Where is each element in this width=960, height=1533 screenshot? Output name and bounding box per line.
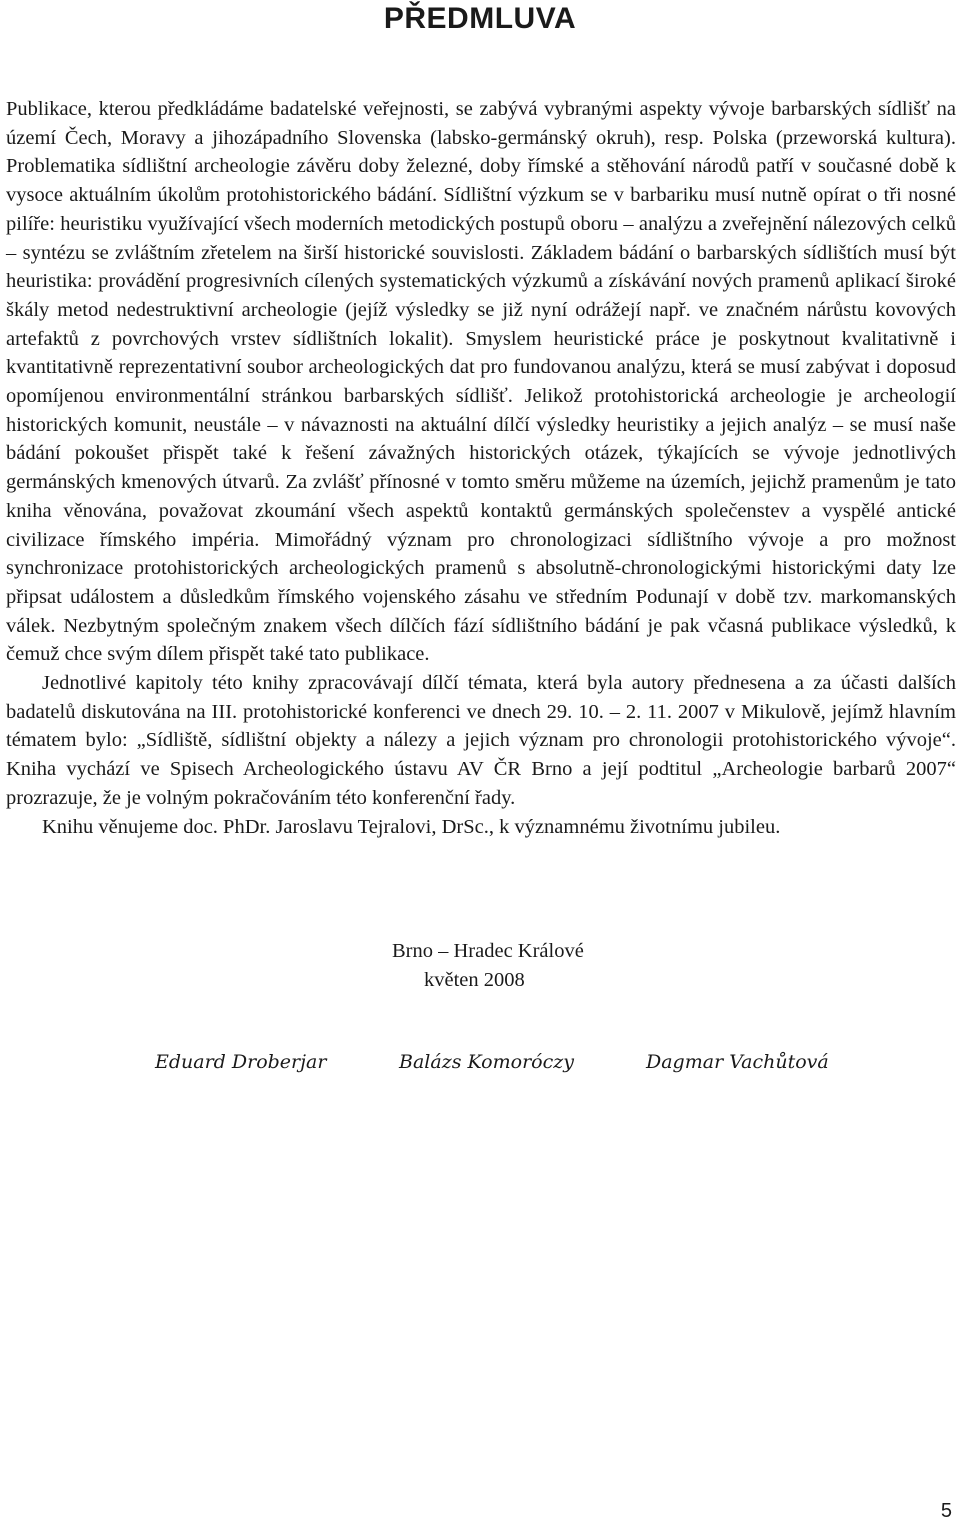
place-line: Brno – Hradec Králové xyxy=(392,940,584,962)
paragraph-dedication: Knihu věnujeme doc. PhDr. Jaroslavu Tejralovi, DrSc., k významnému životnímu jubileu. xyxy=(42,815,781,838)
paragraph-2: Jednotlivé kapitoly této knihy zpracovávají dílčí témata, která byla autory přednesena a za účasti dalších badatelů diskutována na III. protohistorické konferenci ve dnech 29. 10. – 2. 11. 2007 v Mikulově, jejímž hlavním tématem bylo: „Sídliště, sídlištní objekty a nálezy a jejich význam pro chronologii protohistorického vývoje“. Kniha vychází ve Spisech Archeologického ústavu AV ČR Brno a její podtitul „Archeologie barbarů 2007“ prozrazuje, že je volným pokračováním této konferenční řady. xyxy=(6,672,956,809)
author-name: Eduard Droberjar xyxy=(155,1051,327,1073)
page-number: 5 xyxy=(940,1500,952,1522)
paragraph-1: Publikace, kterou předkládáme badatelské veřejnosti, se zabývá vybranými aspekty vývoje barbarských sídlišť na území Čech, Moravy a jihozápadního Slovenska (labsko-germánský okruh), resp. Polska (przeworská kultura). Problematika sídlištní archeologie závěru doby železné, doby římské a stěhování národů patří v současné době k vysoce aktuálním úkolům protohistorického bádání. Sídlištní výzkum se v barbariku musí nutně opírat o tři nosné pilíře: heuristiku využívající všech moderních metodických postupů oboru – analýzu a zveřejnění nálezových celků – syntézu se zvláštním zřetelem na širší historické souvislosti. Základem bádání o barbarských sídlištích musí být heuristika: provádění progresivních cílených systematických výzkumů a získávání nových pramenů aplikací široké škály metod nedestruktivní archeologie (jejíž výsledky se již nyní odrážejí např. ve značném nárůstu kovových artefaktů z povrchových vrstev sídlištních lokalit). Smyslem heuristické práce je poskytnout kvalitativně i kvantitativně reprezentativní soubor archeologických dat pro fundovanou analýzu, která se musí zabývat i doposud opomíjenou environmentální stránkou barbarských sídlišť. Jelikož protohistorická archeologie je archeologií historických komunit, neustále – v návaznosti na aktuální dílčí výsledky heuristiky a jejich analýz – se musí naše bádání pokoušet přispět také k řešení závažných historických otázek, týkajících se vývoje jednotlivých germánských kmenových útvarů. Za zvlášť přínosné v tomto směru můžeme na územích, jejichž pramenům je tato kniha věnována, považovat zkoumání všech aspektů kontaktů germánských společenstev a vyspělé antické civilizace římského impéria. Mimořádný význam pro chronologizaci sídlištního vývoje a pro možnost synchronizace protohistorických archeologických pramenů s absolutně-chronologickými historickými daty lze připsat událostem a důsledkům římského vojenského zásahu ve středním Podunají v době tzv. markomanských válek. Nezbytným společným znakem všech dílčích fází sídlištního bádání je pak včasná publikace výsledků, k čemuž chce svým dílem přispět také tato publikace. xyxy=(6,98,956,666)
preface-body xyxy=(6,95,956,841)
author-name: Dagmar Vachůtová xyxy=(646,1051,829,1073)
date-line: květen 2008 xyxy=(424,969,525,991)
page-title: PŘEDMLUVA xyxy=(383,2,577,35)
author-name: Balázs Komoróczy xyxy=(399,1051,574,1073)
